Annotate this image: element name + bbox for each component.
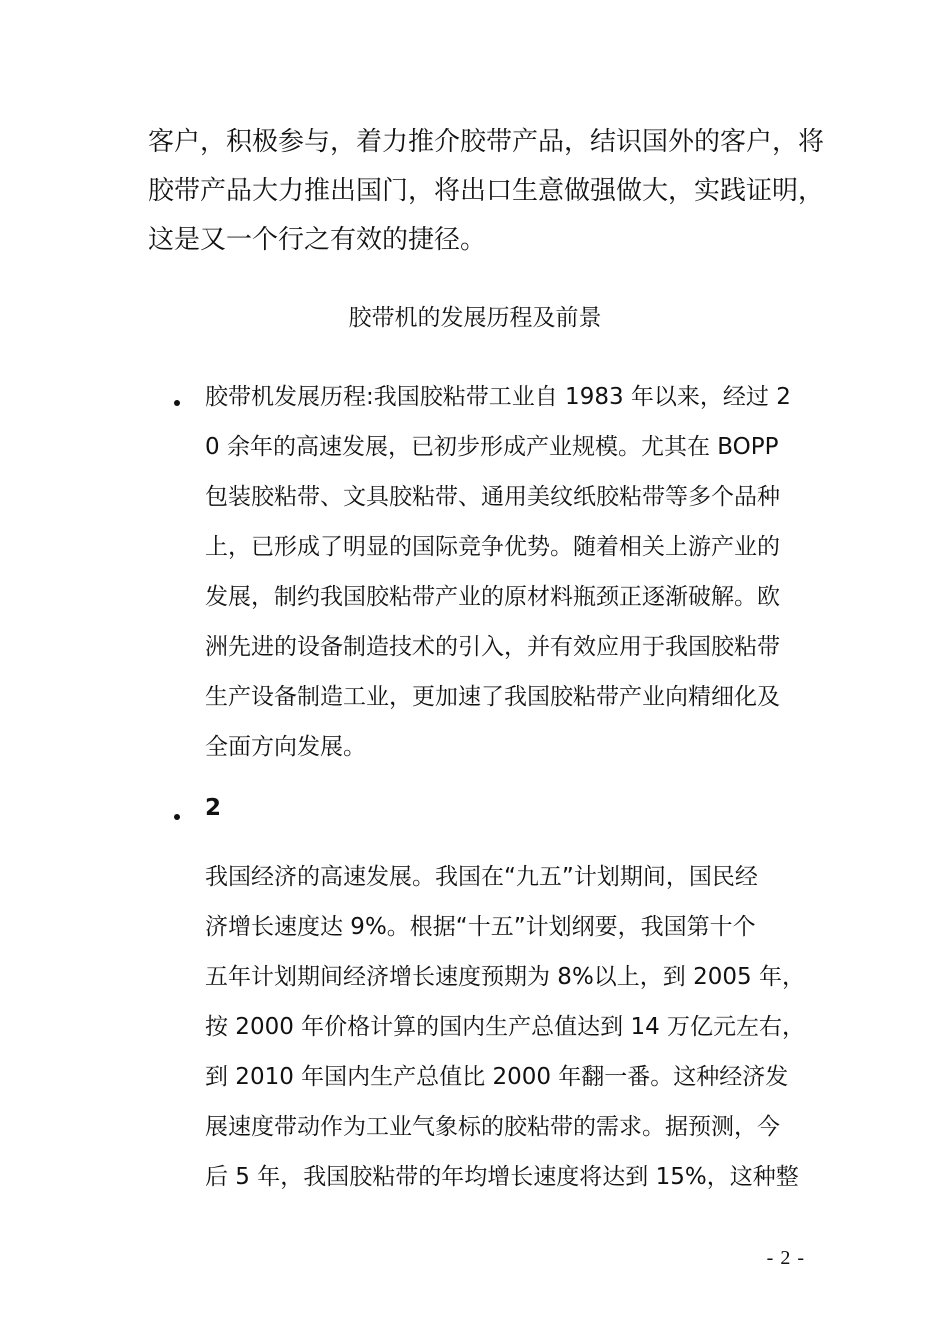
item1-line: 洲先进的设备制造技术的引入，并有效应用于我国胶粘带 bbox=[205, 634, 780, 660]
item1-line: 生产设备制造工业，更加速了我国胶粘带产业向精细化及 bbox=[205, 684, 780, 710]
item2-line: 后 5 年，我国胶粘带的年均增长速度将达到 15%，这种整 bbox=[205, 1164, 799, 1190]
item1-line: 上，已形成了明显的国际竞争优势。随着相关上游产业的 bbox=[205, 534, 780, 560]
item1-line: 胶带机发展历程:我国胶粘带工业自 1983 年以来，经过 2 bbox=[205, 384, 791, 410]
page-number: - 2 - bbox=[766, 1247, 805, 1269]
section-title: 胶带机的发展历程及前景 bbox=[348, 305, 602, 331]
intro-paragraph bbox=[148, 118, 825, 265]
intro-line: 胶带产品大力推出国门，将出口生意做强做大，实践证明， bbox=[148, 176, 825, 206]
item2-line: 展速度带动作为工业气象标的胶粘带的需求。据预测，今 bbox=[205, 1114, 780, 1140]
item1-line: 包装胶粘带、文具胶粘带、通用美纹纸胶粘带等多个品种 bbox=[205, 484, 780, 510]
item1-line: 发展，制约我国胶粘带产业的原材料瓶颈正逐渐破解。欧 bbox=[205, 584, 780, 610]
item1-paragraph bbox=[205, 372, 825, 772]
intro-line: 这是又一个行之有效的捷径。 bbox=[148, 225, 487, 255]
intro-line: 客户，积极参与，着力推介胶带产品，结识国外的客户，将 bbox=[148, 127, 825, 157]
item2-line: 济增长速度达 9%。根据“十五”计划纲要，我国第十个 bbox=[205, 914, 756, 940]
item2-line: 到 2010 年国内生产总值比 2000 年翻一番。这种经济发 bbox=[205, 1064, 789, 1090]
item2-line: 五年计划期间经济增长速度预期为 8%以上，到 2005 年， bbox=[205, 964, 805, 990]
bullet-dot-icon bbox=[170, 396, 184, 410]
item2-label: 2 bbox=[205, 795, 222, 821]
item1-line: 全面方向发展。 bbox=[205, 734, 366, 760]
bullet-dot-icon bbox=[170, 810, 184, 824]
item2-line: 按 2000 年价格计算的国内生产总值达到 14 万亿元左右， bbox=[205, 1014, 806, 1040]
item2-paragraph bbox=[205, 852, 825, 1202]
item1-line: 0 余年的高速发展，已初步形成产业规模。尤其在 BOPP bbox=[205, 434, 779, 460]
item2-line: 我国经济的高速发展。我国在“九五”计划期间，国民经 bbox=[205, 864, 758, 890]
